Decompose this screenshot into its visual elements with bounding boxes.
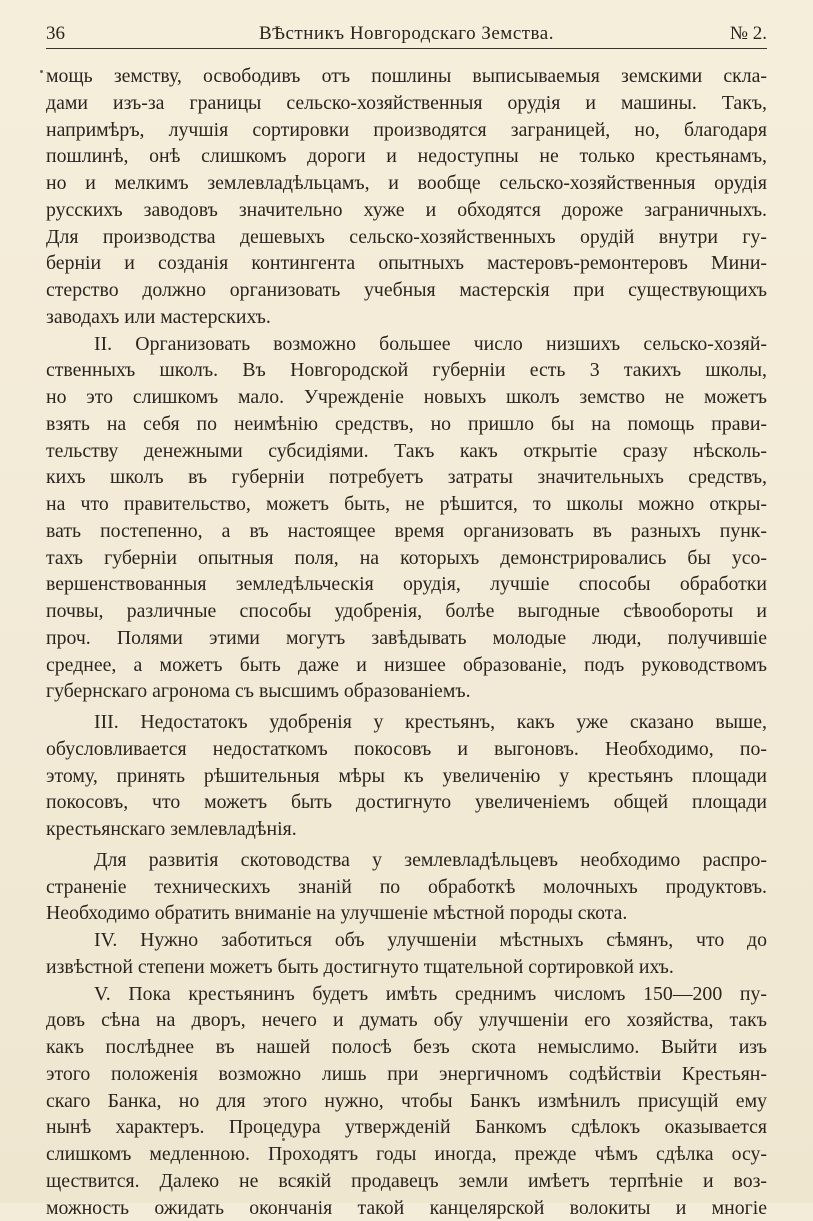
paper-speck (282, 1138, 285, 1141)
text-line: русскихъ заводовъ значительно хуже и обходятся дороже заграничныхъ. (46, 197, 767, 224)
running-header (46, 20, 767, 49)
text-line: мощь земству, освободивъ отъ пошлины выписываемыя земскими скла- (46, 63, 767, 90)
text-line: скаго Банка, но для этого нужно, чтобы Банкъ измѣнилъ присущій ему (46, 1088, 767, 1115)
paragraph-first-line: V. Пока крестьянинъ будетъ имѣть среднимъ числомъ 150—200 пу- (46, 981, 767, 1008)
text-line: пошлинѣ, онѣ слишкомъ дороги и недоступны не только крестьянамъ, (46, 143, 767, 170)
text-line: проч. Полями этими могутъ завѣдывать молодые люди, получившіе (46, 625, 767, 652)
text-line: покосовъ, что можетъ быть достигнуто увеличеніемъ общей площади (46, 789, 767, 816)
text-line: нынѣ характеръ. Процедура утвержденій Банкомъ сдѣлокъ оказывается (46, 1114, 767, 1141)
text-line: губернскаго агронома съ высшимъ образованіемъ. (46, 678, 767, 705)
text-line: среднее, а можетъ быть даже и низшее образованіе, подъ руководствомъ (46, 652, 767, 679)
text-line: берніи и созданія контингента опытныхъ мастеровъ-ремонтеровъ Мини- (46, 250, 767, 277)
paragraph-first-line: IV. Нужно заботиться объ улучшеніи мѣстныхъ сѣмянъ, что до (46, 927, 767, 954)
text-line: дами изъ-за границы сельско-хозяйственныя орудія и машины. Такъ, (46, 90, 767, 117)
text-line: тахъ губерніи опытныя поля, на которыхъ демонстрировались бы усо- (46, 545, 767, 572)
text-line: этому, принять рѣшительныя мѣры къ увеличенію у крестьянъ площади (46, 763, 767, 790)
text-line: ществится. Далеко не всякій продавецъ земли имѣетъ терпѣніе и воз- (46, 1168, 767, 1195)
text-line: вершенствованныя земледѣльческія орудія, лучшіе способы обработки (46, 571, 767, 598)
text-line: тельству денежными субсидіями. Такъ какъ открытіе сразу нѣсколь- (46, 438, 767, 465)
text-line: вать постепенно, а въ настоящее время организовать въ разныхъ пунк- (46, 518, 767, 545)
issue-number: № 2. (730, 20, 767, 48)
paragraph-first-line: Для развитія скотоводства у землевладѣльцевъ необходимо распро- (46, 847, 767, 874)
text-line: этого положенія возможно лишь при энергичномъ содѣйствіи Крестьян- (46, 1061, 767, 1088)
text-line: стерство должно организовать учебныя мастерскія при существующихъ (46, 277, 767, 304)
text-line: довъ сѣна на дворъ, нечего и думать обу улучшеніи его хозяйства, такъ (46, 1007, 767, 1034)
page-number: 36 (46, 20, 65, 48)
paragraph-first-line: II. Организовать возможно большее число низшихъ сельско-хозяй- (46, 331, 767, 358)
journal-title: ВѢстникъ Новгородскаго Земства. (46, 20, 767, 48)
text-line: заводахъ или мастерскихъ. (46, 304, 767, 331)
text-line: на что правительство, можетъ быть, не рѣшится, то школы можно откры- (46, 491, 767, 518)
text-line: напримѣръ, лучшія сортировки производятся заграницей, но, благодаря (46, 117, 767, 144)
text-line: но это слишкомъ мало. Учрежденіе новыхъ школъ земство не можетъ (46, 384, 767, 411)
text-line: кихъ школъ въ губерніи потребуетъ затраты значительныхъ средствъ, (46, 464, 767, 491)
text-line: Для производства дешевыхъ сельско-хозяйственныхъ орудій внутри гу- (46, 224, 767, 251)
text-line: взять на себя по неимѣнію средствъ, но пришло бы на помощь прави- (46, 411, 767, 438)
paragraph-first-line: III. Недостатокъ удобренія у крестьянъ, какъ уже сказано выше, (46, 709, 767, 736)
text-line: крестьянскаго землевладѣнія. (46, 816, 767, 843)
body-text (46, 63, 767, 1221)
paper-speck (40, 70, 43, 73)
text-line: но и мелкимъ землевладѣльцамъ, и вообще сельско-хозяйственныя орудія (46, 170, 767, 197)
text-line: извѣстной степени можетъ быть достигнуто тщательной сортировкой ихъ. (46, 954, 767, 981)
text-line: Необходимо обратить вниманіе на улучшеніе мѣстной породы скота. (46, 900, 767, 927)
text-line: какъ послѣднее въ нашей полосѣ безъ скота немыслимо. Выйти изъ (46, 1034, 767, 1061)
text-line: страненіе техническихъ знаній по обработкѣ молочныхъ продуктовъ. (46, 874, 767, 901)
text-line: можность ожидать окончанія такой канцелярской волокиты и многіе (46, 1195, 767, 1221)
text-line: почвы, различные способы удобренія, болѣе выгодные сѣвообороты и (46, 598, 767, 625)
text-line: обусловливается недостаткомъ покосовъ и выгоновъ. Необходимо, по- (46, 736, 767, 763)
text-line: слишкомъ медленною. Проходятъ годы иногда, прежде чѣмъ сдѣлка осу- (46, 1141, 767, 1168)
text-line: ственныхъ школъ. Въ Новгородской губерніи есть 3 такихъ школы, (46, 357, 767, 384)
